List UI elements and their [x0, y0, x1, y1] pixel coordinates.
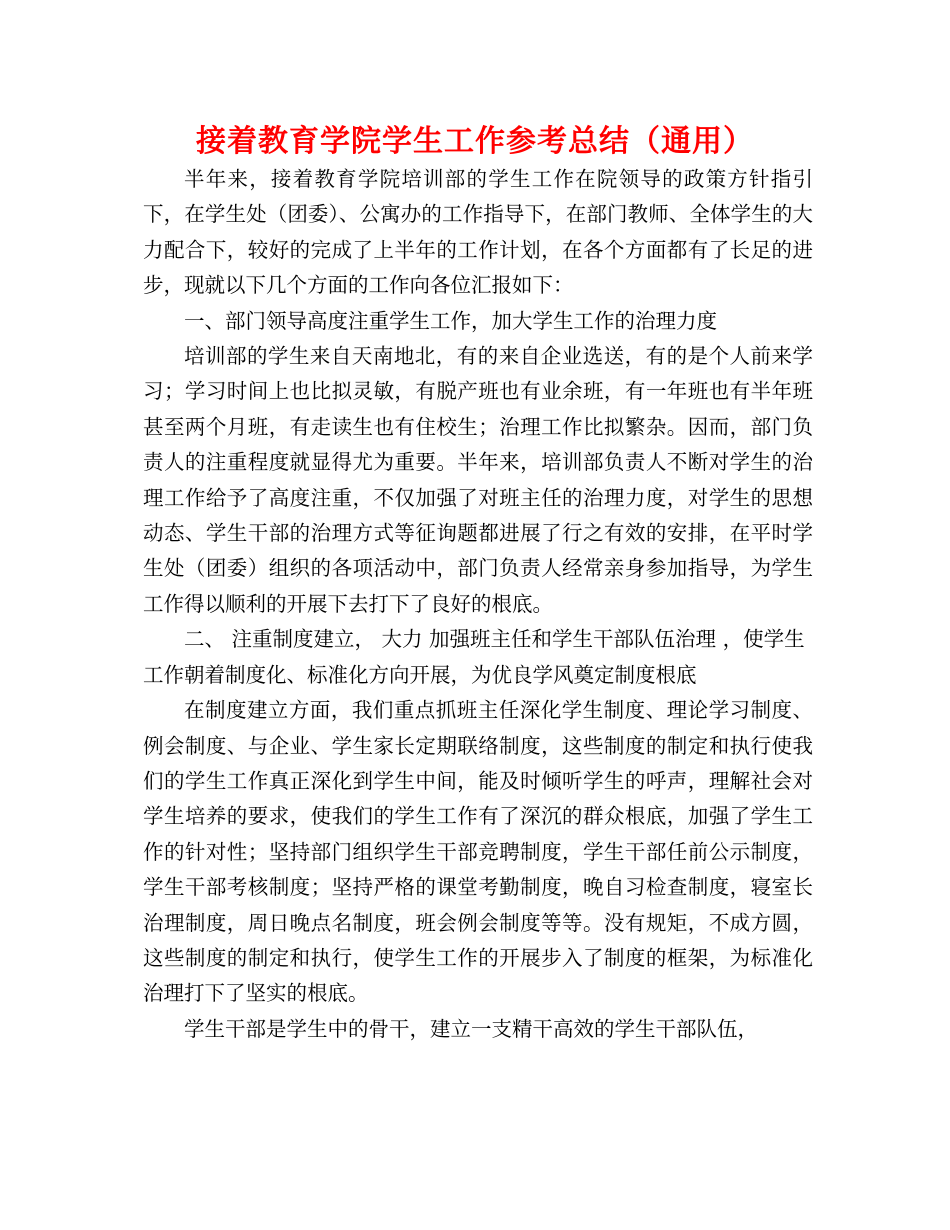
document-body: [143, 162, 813, 1047]
paragraph-section-2: 在制度建立方面，我们重点抓班主任深化学生制度、理论学习制度、例会制度、与企业、学生家长定期联络制度，这些制度的制定和执行使我们的学生工作真正深化到学生中间，能及时倾听学生的呼声，理解社会对学生培养的要求，使我们的学生工作有了深沉的群众根底，加强了学生工作的针对性；坚持部门组织学生干部竞聘制度，学生干部任前公示制度，学生干部考核制度；坚持严格的课堂考勤制度，晚自习检查制度，寝室长治理制度，周日晚点名制度，班会例会制度等等。没有规矩，不成方圆，这些制度的制定和执行，使学生工作的开展步入了制度的框架，为标准化治理打下了坚实的根底。: [143, 698, 813, 1006]
document-title: 接着教育学院学生工作参考总结（通用）: [196, 124, 754, 159]
section-heading-2: 二、 注重制度建立， 大力 加强班主任和学生干部队伍治理 ，使学生工作朝着制度化、标准化方向开展，为优良学风奠定制度根底: [143, 627, 805, 687]
paragraph-student-cadres: 学生干部是学生中的骨干，建立一支精干高效的学生干部队伍，: [184, 1016, 758, 1041]
paragraph-intro: 半年来，接着教育学院培训部的学生工作在院领导的政策方针指引下，在学生处（团委）、公寓办的工作指导下，在部门教师、全体学生的大力配合下，较好的完成了上半年的工作计划，在各个方面都有了长足的进步，现就以下几个方面的工作向各位汇报如下：: [143, 167, 813, 298]
section-heading-1: 一、部门领导高度注重学生工作，加大学生工作的治理力度: [184, 308, 717, 333]
paragraph-section-1: 培训部的学生来自天南地北，有的来自企业选送，有的是个人前来学习；学习时间上也比拟灵敏，有脱产班也有业余班，有一年班也有半年班甚至两个月班，有走读生也有住校生；治理工作比拟繁杂。因而，部门负责人的注重程度就显得尤为重要。半年来，培训部负责人不断对学生的治理工作给予了高度注重，不仅加强了对班主任的治理力度，对学生的思想动态、学生干部的治理方式等征询题都进展了行之有效的安排，在平时学生处（团委）组织的各项活动中，部门负责人经常亲身参加指导，为学生工作得以顺利的开展下去打下了良好的根底。: [143, 344, 813, 616]
